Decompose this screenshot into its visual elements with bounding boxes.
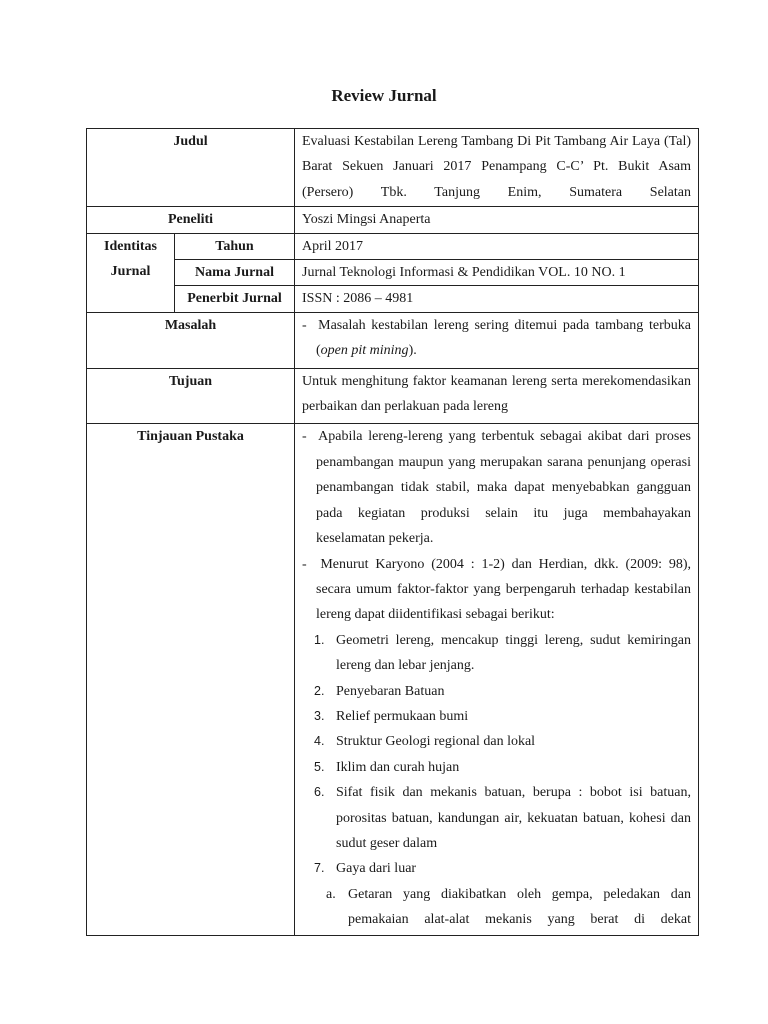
identitas-label xyxy=(87,233,175,312)
row-tujuan xyxy=(87,368,699,424)
list-item xyxy=(314,704,691,729)
list-item-number: 4. xyxy=(314,734,325,749)
masalah-label: Masalah xyxy=(87,312,295,368)
list-item-text: Penyebaran Batuan xyxy=(336,683,445,699)
nama-jurnal-label: Nama Jurnal xyxy=(175,260,295,286)
list-item-number: 2. xyxy=(314,683,325,698)
list-item-text: Struktur Geologi regional dan lokal xyxy=(336,734,536,750)
sub-list-item xyxy=(326,882,691,933)
bullet-dash: - xyxy=(302,556,307,572)
peneliti-label: Peneliti xyxy=(87,207,295,233)
masalah-value xyxy=(295,312,699,368)
judul-value: Evaluasi Kestabilan Lereng Tambang Di Pit Tambang Air Laya (Tal) Barat Sekuen Januari 2017 Penampang C-C’ Pt. Bukit Asam (Persero) Tbk. Tanjung Enim, Sumatera Selatan xyxy=(295,129,699,207)
tinjauan-para1 xyxy=(302,424,691,551)
masalah-text-end: ). xyxy=(408,343,417,359)
factor-list xyxy=(302,628,691,882)
list-item xyxy=(314,856,691,881)
row-masalah xyxy=(87,312,699,368)
bullet-dash: - xyxy=(302,317,307,333)
tinjauan-para2 xyxy=(302,552,691,628)
tinjauan-para1-text: Apabila lereng-lereng yang terbentuk sebagai akibat dari proses penambangan maupun yang merupakan sarana penunjang operasi penambangan tidak stabil, maka dapat menyebabkan gangguan pada kegiatan produksi selain itu juga membahayakan keselamatan pekerja. xyxy=(316,429,692,547)
tahun-label: Tahun xyxy=(175,233,295,259)
identitas-label-line2: Jurnal xyxy=(110,264,151,280)
masalah-item xyxy=(302,313,691,364)
tinjauan-para2-text: Menurut Karyono (2004 : 1-2) dan Herdian, dkk. (2009: 98), secara umum faktor-faktor yang berpengaruh terhadap kestabilan lereng dapat diidentifikasi sebagai berikut: xyxy=(316,556,692,623)
row-tahun xyxy=(87,233,699,259)
judul-label: Judul xyxy=(87,129,295,207)
nama-jurnal-value: Jurnal Teknologi Informasi & Pendidikan VOL. 10 NO. 1 xyxy=(295,260,699,286)
penerbit-value: ISSN : 2086 – 4981 xyxy=(295,286,699,312)
row-peneliti xyxy=(87,207,699,233)
tinjauan-value xyxy=(295,424,699,935)
list-item-number: 3. xyxy=(314,708,325,723)
list-item-number: 1. xyxy=(314,632,325,647)
review-table xyxy=(86,128,699,936)
tahun-value: April 2017 xyxy=(295,233,699,259)
row-penerbit xyxy=(87,286,699,312)
tujuan-label: Tujuan xyxy=(87,368,295,424)
tinjauan-label: Tinjauan Pustaka xyxy=(87,424,295,935)
row-nama-jurnal xyxy=(87,260,699,286)
list-item xyxy=(314,628,691,679)
bullet-dash: - xyxy=(302,429,307,445)
list-item-text: Geometri lereng, mencakup tinggi lereng, sudut kemiringan lereng dan lebar jenjang. xyxy=(336,632,691,674)
row-tinjauan xyxy=(87,424,699,935)
sub-list-item-text: Getaran yang diakibatkan oleh gempa, peledakan dan pemakaian alat-alat mekanis yang berat di dekat xyxy=(348,886,691,928)
list-item-number: 5. xyxy=(314,759,325,774)
sub-list-item-letter: a. xyxy=(326,886,336,902)
identitas-label-line1: Identitas xyxy=(104,238,157,254)
peneliti-value: Yoszi Mingsi Anaperta xyxy=(295,207,699,233)
masalah-italic: open pit mining xyxy=(320,343,409,359)
list-item-text: Gaya dari luar xyxy=(336,861,417,877)
row-judul xyxy=(87,129,699,207)
list-item-text: Sifat fisik dan mekanis batuan, berupa : bobot isi batuan, porositas batuan, kandungan air, kekuatan batuan, kohesi dan sudut geser dalam xyxy=(336,785,691,851)
list-item xyxy=(314,780,691,856)
list-item-number: 6. xyxy=(314,785,325,800)
list-item xyxy=(314,755,691,780)
tujuan-value: Untuk menghitung faktor keamanan lereng serta merekomendasikan perbaikan dan perlakuan pada lereng xyxy=(295,368,699,424)
list-item xyxy=(314,679,691,704)
list-item-text: Relief permukaan bumi xyxy=(336,708,469,724)
penerbit-label: Penerbit Jurnal xyxy=(175,286,295,312)
list-item-text: Iklim dan curah hujan xyxy=(336,759,460,775)
sub-factor-list xyxy=(302,882,691,933)
masalah-text: Masalah kestabilan lereng sering ditemui pada tambang terbuka ( xyxy=(316,317,691,359)
list-item xyxy=(314,729,691,754)
list-item-number: 7. xyxy=(314,861,325,876)
page-title: Review Jurnal xyxy=(331,86,437,105)
